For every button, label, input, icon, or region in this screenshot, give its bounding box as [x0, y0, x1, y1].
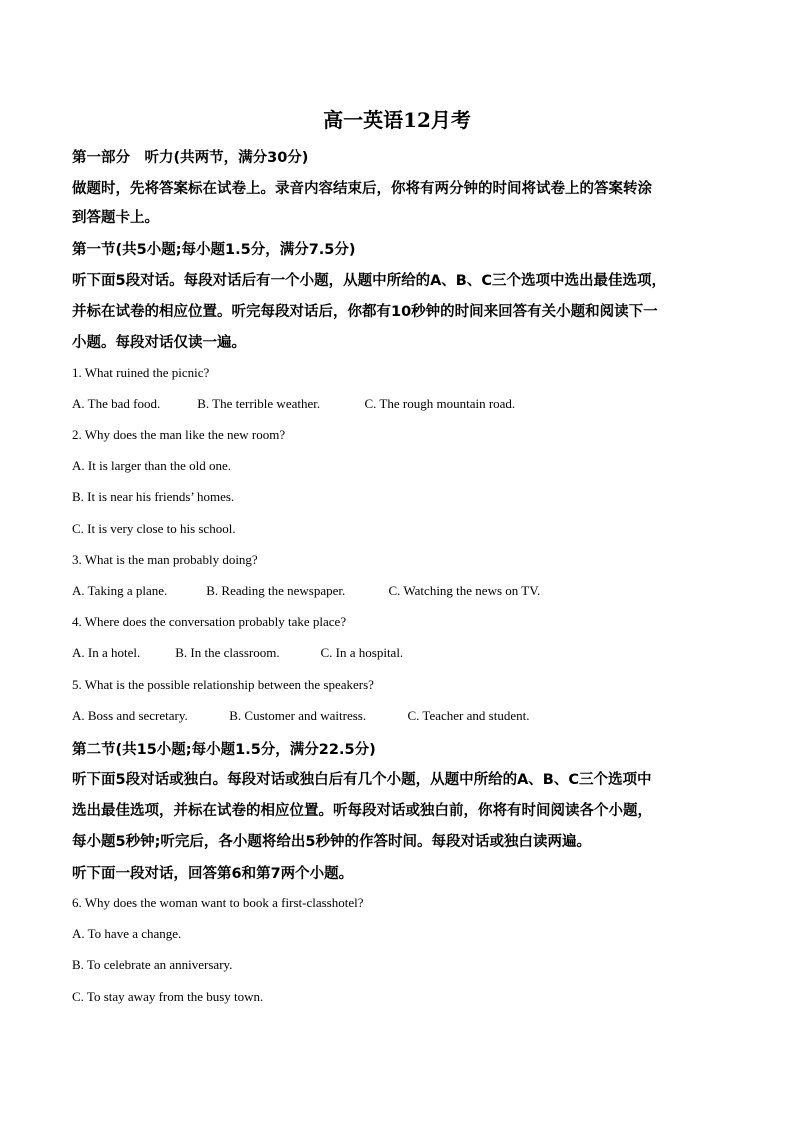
- section2-instruction-line-1: 听下面5段对话或独白。每段对话或独白后有几个小题，从题中所给的A、B、C三个选项中: [72, 772, 652, 788]
- section2-instruction-line-2: 选出最佳选项，并标在试卷的相应位置。听每段对话或独白前，你将有时间阅读各个小题，: [72, 803, 652, 819]
- section1-instruction-line-3: 小题。每段对话仅读一遍。: [72, 335, 246, 351]
- question-4: 4. Where does the conversation probably take place?: [72, 614, 347, 629]
- option-c: C. Teacher and student.: [407, 708, 530, 723]
- part1-heading: 第一部分 听力(共两节，满分30分): [72, 150, 309, 166]
- option-b: B. Reading the newspaper.: [206, 583, 346, 598]
- question-6: 6. Why does the woman want to book a first-classhotel?: [72, 895, 364, 910]
- question-4-options: [72, 645, 403, 661]
- question-6-option-a: A. To have a change.: [72, 926, 182, 941]
- option-b: B. The terrible weather.: [197, 396, 321, 411]
- section1-instruction-line-1: 听下面5段对话。每段对话后有一个小题，从题中所给的A、B、C三个选项中选出最佳选项，: [72, 273, 667, 289]
- section1-heading: 第一节(共5小题;每小题1.5分，满分7.5分): [72, 242, 356, 258]
- section1-instruction-line-2: 并标在试卷的相应位置。听完每段对话后，你都有10秒钟的时间来回答有关小题和阅读下一: [72, 304, 658, 320]
- option-c: C. In a hospital.: [320, 645, 404, 660]
- option-a: A. The bad food.: [72, 396, 161, 411]
- section2-heading: 第二节(共15小题;每小题1.5分，满分22.5分): [72, 742, 376, 758]
- page-title: 高一英语12月考: [323, 108, 471, 132]
- question-2-option-a: A. It is larger than the old one.: [72, 458, 231, 473]
- option-a: A. In a hotel.: [72, 645, 141, 660]
- question-1-options: [72, 396, 515, 412]
- question-3-options: [72, 583, 540, 599]
- question-5-options: [72, 708, 529, 724]
- question-1: 1. What ruined the picnic?: [72, 365, 210, 380]
- question-6-option-c: C. To stay away from the busy town.: [72, 989, 264, 1004]
- intro-line-1: 做题时，先将答案标在试卷上。录音内容结束后，你将有两分钟的时间将试卷上的答案转涂: [72, 181, 652, 197]
- question-2-option-c: C. It is very close to his school.: [72, 521, 236, 536]
- question-2: 2. Why does the man like the new room?: [72, 427, 286, 442]
- section2-instruction-line-3: 每小题5秒钟;听完后，各小题将给出5秒钟的作答时间。每段对话或独白读两遍。: [72, 834, 591, 850]
- question-2-option-b: B. It is near his friends’ homes.: [72, 489, 235, 504]
- option-c: C. Watching the news on TV.: [388, 583, 541, 598]
- option-c: C. The rough mountain road.: [364, 396, 516, 411]
- option-b: B. Customer and waitress.: [229, 708, 367, 723]
- option-a: A. Boss and secretary.: [72, 708, 188, 723]
- question-3: 3. What is the man probably doing?: [72, 552, 258, 567]
- intro-line-2: 到答题卡上。: [72, 210, 159, 226]
- option-b: B. In the classroom.: [175, 645, 280, 660]
- question-5: 5. What is the possible relationship between the speakers?: [72, 677, 374, 692]
- option-a: A. Taking a plane.: [72, 583, 168, 598]
- dialogue-6-heading: 听下面一段对话，回答第6和第7两个小题。: [72, 866, 354, 882]
- question-6-option-b: B. To celebrate an anniversary.: [72, 957, 233, 972]
